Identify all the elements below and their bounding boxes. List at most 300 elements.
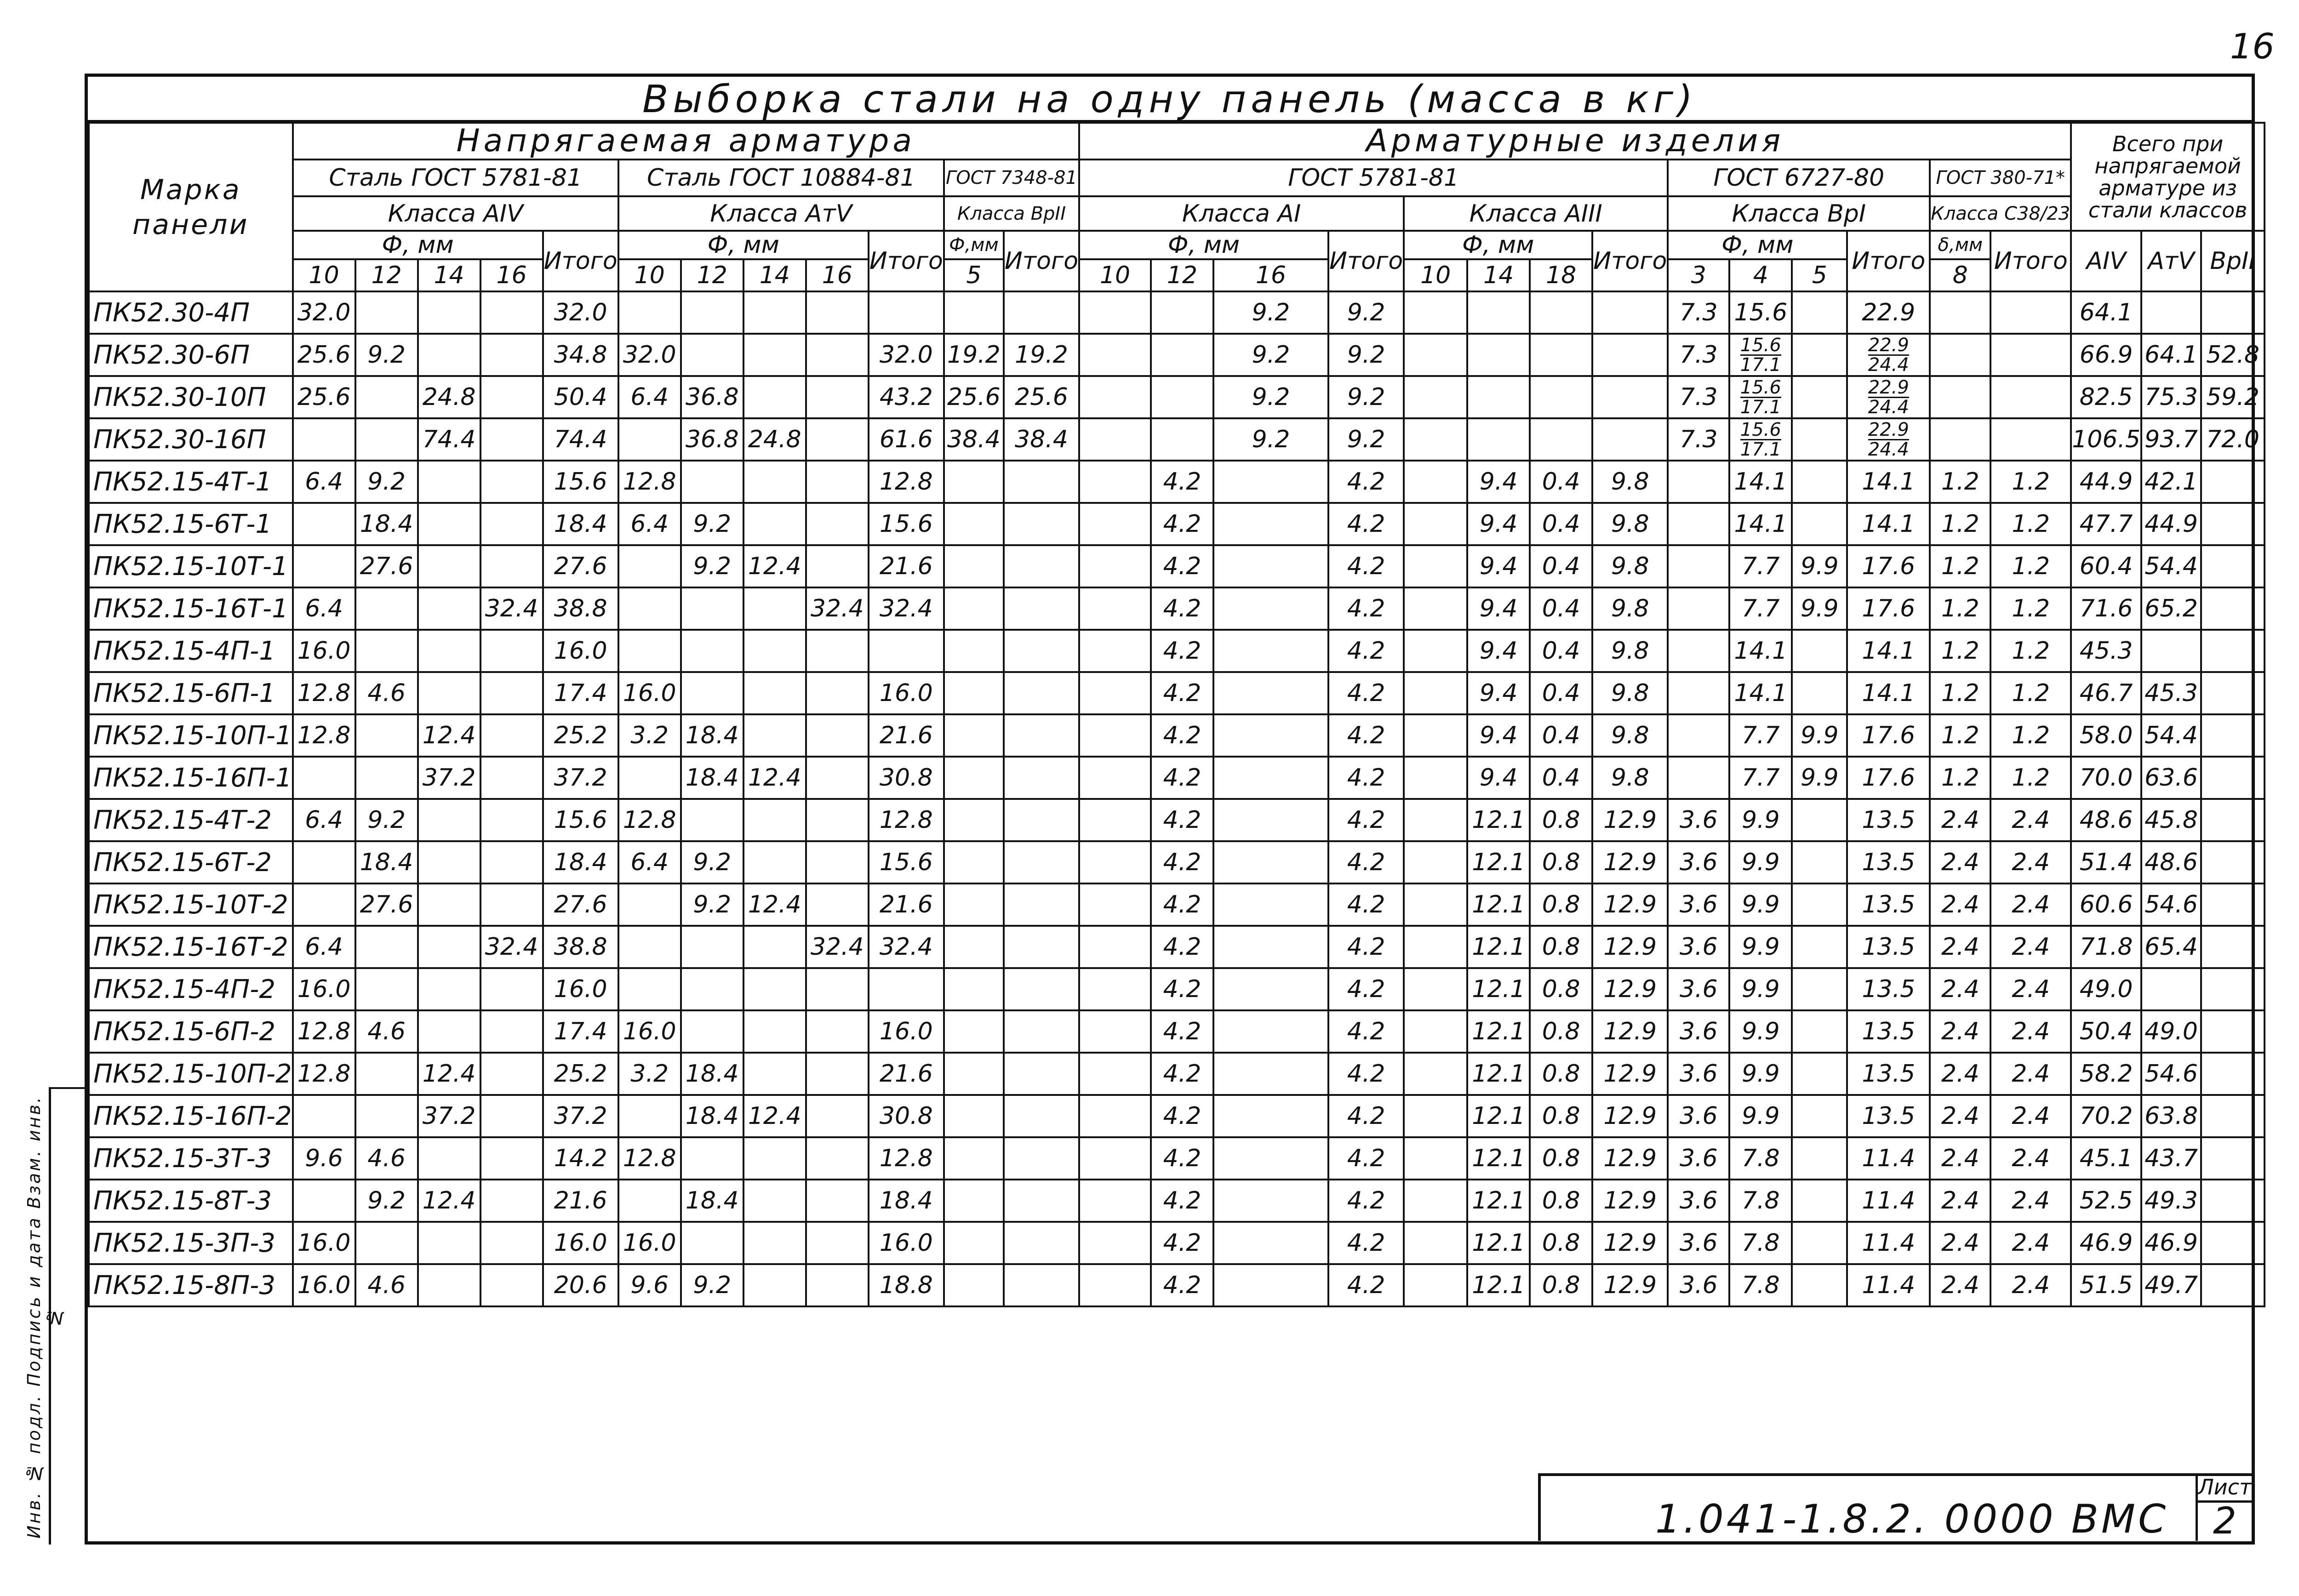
table-cell [1151,418,1213,461]
header-dia-a3: Ф, мм [1404,231,1592,259]
table-cell: 46.9 [2141,1222,2201,1264]
table-cell: 12.8 [293,1010,355,1053]
table-cell [806,672,869,714]
table-cell: 50.4 [2071,1010,2141,1053]
table-cell: 4.2 [1328,1264,1404,1306]
table-cell [743,926,806,968]
header-total-a4: АIV [2071,231,2141,291]
table-cell [480,1180,543,1222]
side-stamp-rule [49,1087,85,1089]
table-cell: 2.4 [1930,968,1990,1010]
table-cell [806,1053,869,1095]
table-cell [1729,334,1792,376]
table-cell: 4.2 [1328,926,1404,968]
sheet-title: Выборка стали на одну панель (масса в кг) [88,77,2252,123]
table-cell: 9.9 [1729,1095,1792,1137]
table-cell: 17.6 [1847,757,1930,799]
table-cell: 9.4 [1467,503,1530,545]
table-cell [944,757,1004,799]
table-cell [293,1095,355,1137]
table-cell: 9.8 [1592,461,1668,503]
table-cell [1004,503,1079,545]
table-cell [2201,841,2265,884]
table-cell: 12.9 [1592,1053,1668,1095]
table-cell [1079,545,1151,587]
table-row [89,714,2265,757]
table-cell [1530,334,1592,376]
table-cell: 2.4 [1930,884,1990,926]
table-cell [681,334,743,376]
table-cell: 1.2 [1990,630,2071,672]
table-cell [743,714,806,757]
table-cell [1404,1095,1467,1137]
table-cell: 16.0 [543,1222,618,1264]
table-row [89,376,2265,418]
table-cell [480,630,543,672]
table-cell [1079,461,1151,503]
table-cell [1004,1222,1079,1264]
table-cell: 18.4 [355,841,418,884]
table-cell: 15.6 [543,799,618,841]
table-cell: 12.1 [1467,799,1530,841]
table-cell: 3.6 [1668,799,1729,841]
table-cell: 60.4 [2071,545,2141,587]
table-cell [2141,291,2201,334]
header-itogo: Итого [1847,231,1930,291]
table-cell: 21.6 [869,884,944,926]
table-cell: 12.8 [293,672,355,714]
table-cell [1530,291,1592,334]
table-cell: 12.8 [869,799,944,841]
table-cell: 44.9 [2141,503,2201,545]
panel-mark: ПК52.15-16П-1 [89,757,293,799]
panel-mark: ПК52.15-10Т-1 [89,545,293,587]
table-cell [806,1264,869,1306]
table-cell: 64.1 [2071,291,2141,334]
table-cell [1213,926,1328,968]
table-cell: 9.2 [1328,418,1404,461]
table-cell [618,545,681,587]
table-cell [355,1222,418,1264]
panel-mark: ПК52.15-16Т-2 [89,926,293,968]
table-cell [1729,376,1792,418]
table-cell [355,587,418,630]
table-cell [1213,1053,1328,1095]
table-cell: 4.2 [1328,503,1404,545]
table-cell: 4.2 [1151,1137,1213,1180]
table-cell [1079,291,1151,334]
table-cell: 2.4 [1930,1010,1990,1053]
table-cell: 4.2 [1328,461,1404,503]
table-cell: 12.4 [418,1053,480,1095]
table-cell: 2.4 [1990,1222,2071,1264]
table-cell: 27.6 [355,884,418,926]
table-cell: 1.2 [1930,672,1990,714]
table-cell [1079,1222,1151,1264]
table-cell [1668,630,1729,672]
table-cell: 4.2 [1328,1010,1404,1053]
table-cell: 12.1 [1467,1053,1530,1095]
table-cell: 4.2 [1151,884,1213,926]
table-cell: 9.6 [293,1137,355,1180]
table-cell [1467,376,1530,418]
table-cell: 0.8 [1530,1222,1592,1264]
table-cell: 9.9 [1729,884,1792,926]
table-cell: 24.8 [418,376,480,418]
table-cell [293,1180,355,1222]
table-row [89,418,2265,461]
panel-mark: ПК52.15-4П-2 [89,968,293,1010]
header-itogo: Итого [1004,231,1079,291]
table-cell: 2.4 [1990,799,2071,841]
table-cell: 12.1 [1467,1010,1530,1053]
table-cell [1079,926,1151,968]
table-cell [1404,1010,1467,1053]
table-cell: 0.4 [1530,545,1592,587]
table-cell [2201,461,2265,503]
header-products-gost-5781: ГОСТ 5781-81 [1079,160,1668,196]
table-cell: 9.9 [1729,1010,1792,1053]
table-cell: 3.6 [1668,1222,1729,1264]
table-cell: 1.2 [1930,714,1990,757]
table-cell: 2.4 [1990,968,2071,1010]
header-class-a3: Класса АIII [1404,196,1668,231]
table-cell: 82.5 [2071,376,2141,418]
table-cell [480,1264,543,1306]
header-d3: 3 [1668,259,1729,291]
table-cell [1079,799,1151,841]
table-cell [418,1264,480,1306]
table-cell [2201,926,2265,968]
table-cell: 4.2 [1151,1053,1213,1095]
table-cell: 9.8 [1592,503,1668,545]
table-cell [1404,714,1467,757]
table-cell [743,587,806,630]
table-cell: 0.4 [1530,714,1592,757]
table-cell: 4.6 [355,1264,418,1306]
table-cell: 4.6 [355,672,418,714]
table-cell: 6.4 [618,376,681,418]
table-cell [293,884,355,926]
header-itogo: Итого [1990,231,2071,291]
table-cell: 18.4 [869,1180,944,1222]
table-cell [1930,418,1990,461]
table-cell [1404,799,1467,841]
table-cell: 4.2 [1328,1222,1404,1264]
header-d12: 12 [1151,259,1213,291]
table-cell: 36.8 [681,418,743,461]
table-cell [1792,461,1847,503]
table-cell: 2.4 [1930,1222,1990,1264]
table-cell [480,1095,543,1137]
table-cell [1930,376,1990,418]
table-cell [1079,1264,1151,1306]
table-cell [1079,1180,1151,1222]
table-cell [418,1010,480,1053]
table-cell: 9.6 [618,1264,681,1306]
table-cell [806,461,869,503]
header-dia-a4: Ф, мм [293,231,543,259]
header-d14: 14 [418,259,480,291]
table-cell: 12.8 [618,799,681,841]
table-cell: 9.4 [1467,714,1530,757]
table-cell: 9.9 [1792,587,1847,630]
table-cell [1079,1095,1151,1137]
header-thickness: δ,мм [1930,231,1990,259]
table-cell: 21.6 [869,714,944,757]
table-cell: 4.2 [1151,841,1213,884]
table-cell [681,1137,743,1180]
table-cell [618,587,681,630]
panel-mark: ПК52.15-6Т-1 [89,503,293,545]
table-cell [1404,545,1467,587]
table-cell [1213,545,1328,587]
table-cell: 4.2 [1328,968,1404,1010]
table-cell [1404,841,1467,884]
table-cell [1592,418,1668,461]
table-cell: 4.2 [1151,630,1213,672]
table-cell [1530,376,1592,418]
table-cell: 12.4 [418,714,480,757]
table-cell: 0.8 [1530,1053,1592,1095]
table-cell [681,672,743,714]
table-cell [1990,291,2071,334]
header-dia-a1: Ф, мм [1079,231,1328,259]
table-cell [293,757,355,799]
table-cell: 6.4 [618,841,681,884]
table-cell [806,1010,869,1053]
header-d16: 16 [1213,259,1328,291]
table-cell [480,1137,543,1180]
table-cell: 43.2 [869,376,944,418]
table-cell [1668,714,1729,757]
table-cell: 2.4 [1990,1010,2071,1053]
table-cell: 1.2 [1930,461,1990,503]
table-cell: 9.4 [1467,672,1530,714]
table-cell: 4.2 [1151,1010,1213,1053]
table-cell: 2.4 [1990,1053,2071,1095]
table-cell [869,630,944,672]
table-cell: 4.6 [355,1137,418,1180]
table-cell [1004,1095,1079,1137]
table-cell [743,672,806,714]
table-cell [293,841,355,884]
header-class-s38: Класса С38/23 [1930,196,2071,231]
table-cell: 52.5 [2071,1180,2141,1222]
table-cell: 6.4 [618,503,681,545]
table-cell [1404,1264,1467,1306]
table-cell [1990,334,2071,376]
table-cell: 2.4 [1990,1095,2071,1137]
table-cell [1079,968,1151,1010]
table-cell [418,926,480,968]
table-cell [1930,334,1990,376]
table-cell: 1.2 [1930,587,1990,630]
table-cell: 4.2 [1151,968,1213,1010]
table-cell [743,1010,806,1053]
header-gost-7348: ГОСТ 7348-81 [944,160,1079,196]
panel-mark: ПК52.15-6Т-2 [89,841,293,884]
table-cell: 6.4 [293,587,355,630]
table-cell: 12.9 [1592,1180,1668,1222]
table-row [89,503,2265,545]
table-cell [418,672,480,714]
panel-mark: ПК52.15-6П-2 [89,1010,293,1053]
table-cell: 9.8 [1592,757,1668,799]
table-cell [2201,1264,2265,1306]
table-cell [944,672,1004,714]
table-cell [355,376,418,418]
table-cell [1990,376,2071,418]
table-cell: 13.5 [1847,841,1930,884]
table-cell [944,1137,1004,1180]
fraction-numerator: 15.6 [1740,334,1781,356]
table-cell [2201,1137,2265,1180]
table-cell [2201,1180,2265,1222]
header-class-vr2: Класса ВрII [944,196,1079,231]
table-cell [1079,418,1151,461]
panel-mark: ПК52.15-3Т-3 [89,1137,293,1180]
table-row [89,291,2265,334]
table-cell: 9.9 [1729,926,1792,968]
table-cell [1668,545,1729,587]
table-cell [1792,334,1847,376]
table-cell: 14.1 [1847,672,1930,714]
table-cell: 9.2 [355,334,418,376]
table-cell: 4.2 [1328,714,1404,757]
table-cell [355,291,418,334]
table-cell: 9.8 [1592,587,1668,630]
table-cell: 9.2 [681,841,743,884]
table-cell [1213,1222,1328,1264]
table-cell [418,334,480,376]
table-cell: 4.2 [1151,461,1213,503]
table-cell [1213,1095,1328,1137]
table-cell: 16.0 [618,1222,681,1264]
table-cell [944,1222,1004,1264]
table-cell: 9.9 [1792,757,1847,799]
table-cell: 16.0 [869,1010,944,1053]
table-cell: 4.2 [1151,672,1213,714]
table-cell: 25.6 [293,334,355,376]
table-cell: 54.6 [2141,1053,2201,1095]
table-cell: 14.1 [1847,630,1930,672]
table-row [89,1095,2265,1137]
table-cell [293,545,355,587]
table-cell [2201,1222,2265,1264]
table-cell: 45.8 [2141,799,2201,841]
table-cell: 51.5 [2071,1264,2141,1306]
table-cell [1792,418,1847,461]
table-cell [743,376,806,418]
fraction-numerator: 22.9 [1868,419,1909,440]
table-cell: 9.2 [681,545,743,587]
table-cell: 9.2 [1328,334,1404,376]
table-cell: 15.6 [543,461,618,503]
table-cell [1847,334,1930,376]
table-cell: 9.2 [1213,334,1328,376]
table-cell [1792,884,1847,926]
header-d10: 10 [618,259,681,291]
table-cell: 4.2 [1151,757,1213,799]
table-cell [1404,630,1467,672]
table-cell: 9.9 [1729,841,1792,884]
table-cell [618,926,681,968]
table-cell [1079,1137,1151,1180]
table-cell: 12.4 [743,757,806,799]
table-cell: 6.4 [293,461,355,503]
table-cell: 74.4 [543,418,618,461]
table-cell: 9.8 [1592,545,1668,587]
table-cell: 16.0 [543,968,618,1010]
table-cell [2201,1010,2265,1053]
table-cell: 24.8 [743,418,806,461]
table-cell [1079,376,1151,418]
table-cell: 9.4 [1467,587,1530,630]
table-cell [944,461,1004,503]
table-cell [480,799,543,841]
table-cell [2201,503,2265,545]
table-cell: 17.6 [1847,714,1930,757]
table-cell: 16.0 [543,630,618,672]
table-cell: 38.8 [543,587,618,630]
table-cell: 1.2 [1990,545,2071,587]
table-cell: 45.3 [2071,630,2141,672]
panel-mark: ПК52.15-4П-1 [89,630,293,672]
table-cell: 17.4 [543,672,618,714]
table-cell [480,672,543,714]
table-cell [806,545,869,587]
table-cell: 12.9 [1592,1264,1668,1306]
table-cell: 0.8 [1530,968,1592,1010]
header-gost-380: ГОСТ 380-71* [1930,160,2071,196]
table-cell [1792,926,1847,968]
table-cell [1729,418,1792,461]
table-cell: 4.2 [1151,926,1213,968]
table-cell: 2.4 [1930,841,1990,884]
table-cell: 4.6 [355,1010,418,1053]
table-cell: 2.4 [1930,1180,1990,1222]
table-cell: 1.2 [1990,461,2071,503]
header-d10: 10 [1079,259,1151,291]
table-cell: 12.9 [1592,884,1668,926]
table-cell [418,968,480,1010]
table-cell: 15.6 [869,503,944,545]
table-cell: 9.2 [1328,291,1404,334]
table-cell: 2.4 [1930,799,1990,841]
table-cell [1404,884,1467,926]
table-cell: 4.2 [1328,884,1404,926]
table-cell: 13.5 [1847,1053,1930,1095]
table-cell [1792,968,1847,1010]
table-cell: 0.4 [1530,587,1592,630]
table-cell [1792,1264,1847,1306]
header-d18: 18 [1530,259,1592,291]
table-cell: 9.9 [1729,968,1792,1010]
table-cell: 9.2 [355,461,418,503]
table-cell: 19.2 [1004,334,1079,376]
table-cell: 7.7 [1729,587,1792,630]
table-cell [1404,291,1467,334]
table-row [89,841,2265,884]
table-cell: 19.2 [944,334,1004,376]
table-cell [618,418,681,461]
table-cell: 60.6 [2071,884,2141,926]
table-cell [1213,630,1328,672]
table-cell [1004,672,1079,714]
table-cell: 38.4 [1004,418,1079,461]
table-cell: 12.8 [618,1137,681,1180]
